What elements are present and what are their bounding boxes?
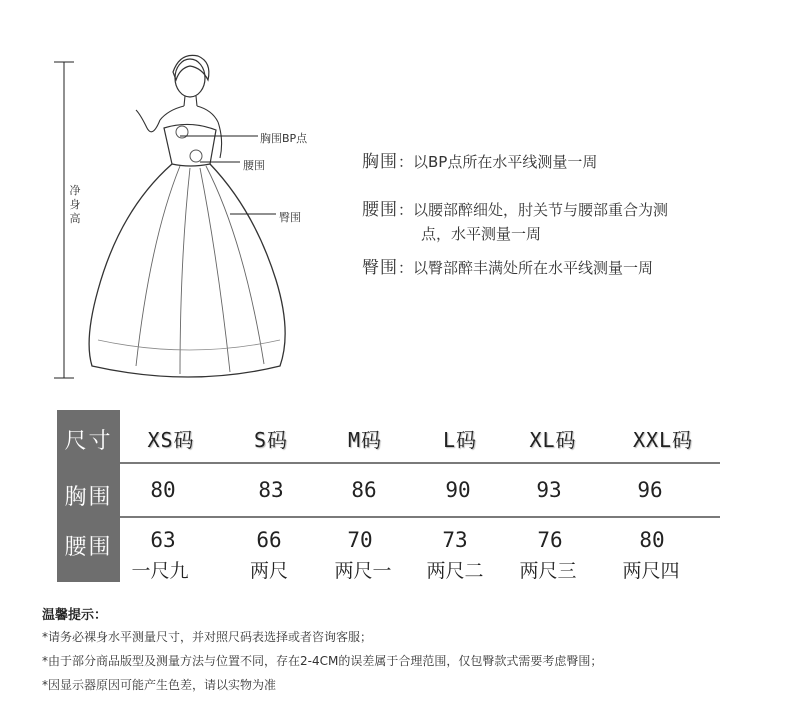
table-divider <box>120 462 720 464</box>
waist-chi-value: 两尺四 <box>622 560 680 582</box>
waist-cm-value: 76 <box>537 528 563 552</box>
bust-point-label: 胸围BP点 <box>260 132 308 145</box>
waist-chi-value: 两尺一 <box>334 560 392 582</box>
waist-description-cont: 点，水平测量一周 <box>421 225 542 243</box>
waist-cm-value: 66 <box>256 528 282 552</box>
hip-description: 臀围：以臀部醉丰满处所在水平线测量一周 <box>362 258 654 278</box>
note-item: *由于部分商品版型及测量方法与位置不同，存在2-4CM的误差属于合理范围，仅包臀款式需要考虑臀围； <box>42 654 603 668</box>
waist-term: 腰围 <box>362 200 398 220</box>
bust-value: 96 <box>637 478 663 502</box>
row-label-bust: 胸围 <box>64 485 113 510</box>
notes-title: 温馨提示： <box>42 608 108 623</box>
waist-chi-value: 两尺二 <box>426 560 484 582</box>
bust-term: 胸围 <box>362 152 398 172</box>
waist-chi-value: 一尺九 <box>131 560 189 582</box>
size-header-m: M码 <box>347 428 383 452</box>
bust-value: 93 <box>536 478 562 502</box>
bust-description: 胸围：以BP点所在水平线测量一周 <box>362 152 598 172</box>
row-label-size: 尺寸 <box>64 429 113 454</box>
bust-value: 80 <box>150 478 176 502</box>
waist-chi-value: 两尺 <box>249 560 288 582</box>
height-label: 净身高 <box>69 184 81 225</box>
row-label-column <box>57 410 120 582</box>
bust-text: 以BP点所在水平线测量一周 <box>413 153 598 171</box>
waist-cm-value: 63 <box>150 528 176 552</box>
waist-chi-value: 两尺三 <box>519 560 577 582</box>
bust-value: 83 <box>258 478 284 502</box>
size-header-xl: XL码 <box>529 428 577 452</box>
size-header-xxl: XXL码 <box>632 428 694 452</box>
bust-value: 90 <box>445 478 471 502</box>
size-header-s: S码 <box>253 428 289 452</box>
row-label-waist: 腰围 <box>64 535 113 560</box>
waist-text-1: 以腰部醉细处，肘关节与腰部重合为测 <box>413 201 669 219</box>
table-divider <box>120 516 720 518</box>
note-item: *因显示器原因可能产生色差，请以实物为准 <box>42 678 277 692</box>
note-item: *请务必裸身水平测量尺寸，并对照尺码表选择或者咨询客服； <box>42 630 373 644</box>
waist-cm-value: 70 <box>347 528 373 552</box>
hip-point-label: 臀围 <box>279 211 301 224</box>
bust-value: 86 <box>351 478 377 502</box>
waist-point-label: 腰围 <box>243 159 265 172</box>
hip-term: 臀围 <box>362 258 398 278</box>
size-header-l: L码 <box>442 428 478 452</box>
waist-cm-value: 80 <box>639 528 665 552</box>
waist-cm-value: 73 <box>442 528 468 552</box>
size-table <box>57 410 722 582</box>
waist-description: 腰围：以腰部醉细处，肘关节与腰部重合为测 <box>362 200 669 220</box>
hip-text: 以臀部醉丰满处所在水平线测量一周 <box>413 259 654 277</box>
size-header-xs: XS码 <box>147 428 195 452</box>
